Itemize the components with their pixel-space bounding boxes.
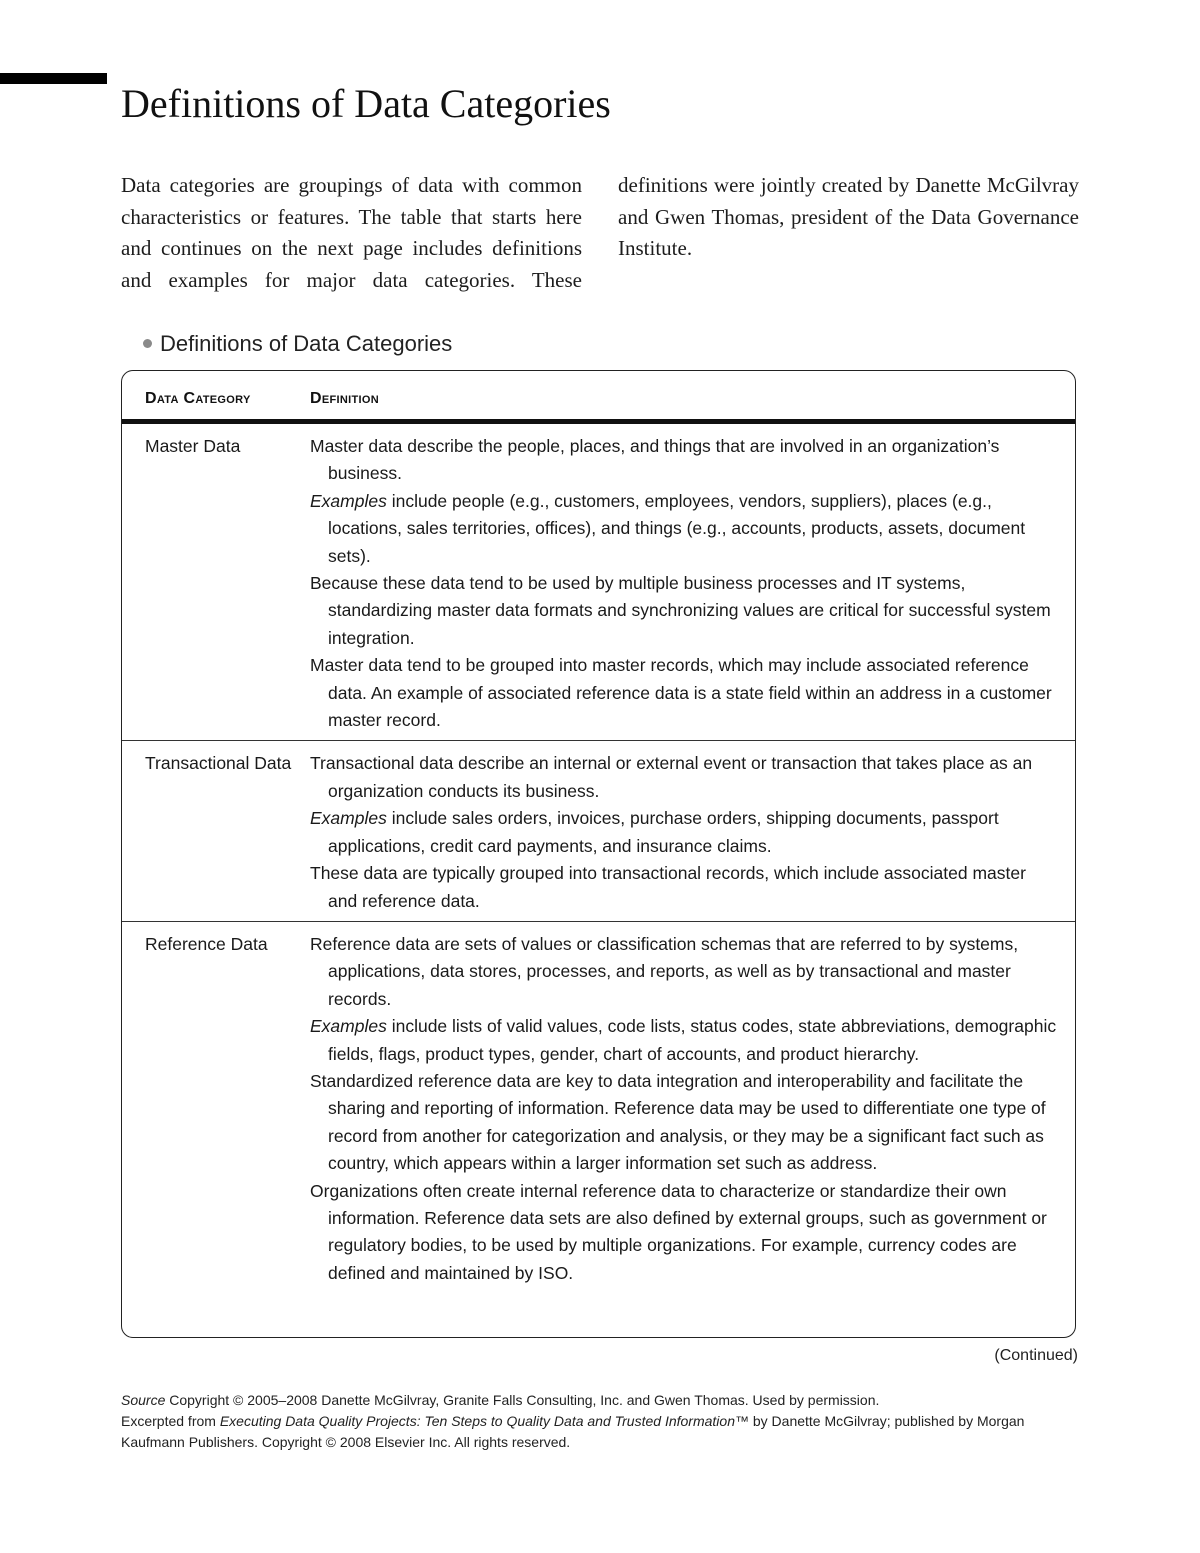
definition-text: include lists of valid values, code lists, status codes, state abbreviations, demographic fields, flags, product types, gender, chart of accounts, and product hierarchy. xyxy=(328,1016,1057,1064)
definition-paragraph xyxy=(310,570,1057,652)
examples-label: Examples xyxy=(310,808,387,829)
category-cell: Master Data xyxy=(145,436,241,456)
definition-text: include sales orders, invoices, purchase orders, shipping documents, passport applications, credit card payments, and insurance claims. xyxy=(328,808,999,856)
definition-text: Because these data tend to be used by multiple business processes and IT systems, standardizing master data formats and synchronizing values are critical for successful system integration. xyxy=(310,573,1051,648)
definition-text: Reference data are sets of values or classification schemas that are referred to by systems, applications, data stores, processes, and reports, as well as by transactional and master records. xyxy=(310,933,1019,1009)
header-data-category: Data Category xyxy=(145,390,251,407)
definition-paragraph xyxy=(310,433,1057,488)
excerpt-prefix: Excerpted from xyxy=(121,1413,220,1429)
definition-paragraph xyxy=(310,1178,1057,1288)
category-cell: Reference Data xyxy=(145,933,268,954)
page-title: Definitions of Data Categories xyxy=(121,81,611,126)
table-caption-text: Definitions of Data Categories xyxy=(160,331,453,356)
definition-text: Master data describe the people, places, and things that are involved in an organization’s business. xyxy=(310,436,1000,484)
source-label: Source xyxy=(121,1392,166,1408)
table-header xyxy=(122,371,1075,424)
table-caption xyxy=(143,331,452,357)
examples-label: Examples xyxy=(310,490,387,511)
source-note xyxy=(121,1390,1081,1453)
definition-paragraph xyxy=(310,931,1057,1013)
bullet-icon xyxy=(143,339,152,348)
category-cell: Transactional Data xyxy=(145,753,292,774)
definition-paragraph xyxy=(310,805,1057,860)
header-definition: Definition xyxy=(310,390,379,407)
book-title: Executing Data Quality Projects: Ten Steps to Quality Data and Trusted Information™ xyxy=(219,1413,749,1429)
table-row xyxy=(122,922,1075,1293)
definition-paragraph xyxy=(310,488,1057,570)
definition-cell xyxy=(310,922,1075,1293)
intro-paragraph: Data categories are groupings of data with common characteristics or features. The table that starts here and continues on the next page includes definitions and examples for major data categories. These definitions were jointly created by Danette McGilvray and Gwen Thomas, president of the Data Governance Institute. xyxy=(121,173,1079,292)
table-row xyxy=(122,741,1075,921)
decorative-top-bar xyxy=(0,73,107,84)
excerpt-suffix: by Danette McGilvray; published by Morgan Kaufmann Publishers. Copyright © 2008 Elsevier Inc. All rights reserved. xyxy=(121,1413,1025,1450)
excerpt-line xyxy=(121,1411,1081,1453)
definition-cell xyxy=(310,741,1075,920)
definition-text: These data are typically grouped into transactional records, which include associated master and reference data. xyxy=(310,863,1026,911)
definition-paragraph xyxy=(310,860,1057,915)
definition-paragraph xyxy=(310,750,1057,805)
table-body xyxy=(122,424,1075,1293)
continued-note: (Continued) xyxy=(994,1347,1078,1364)
definition-text: Organizations often create internal reference data to characterize or standardize their own information. Reference data sets are also defined by external groups, such as government or regulatory bodies, to be used by multiple organizations. For example, currency codes are defined and maintained by ISO. xyxy=(310,1180,1047,1283)
definitions-table xyxy=(121,370,1076,1338)
definition-paragraph xyxy=(310,1068,1057,1178)
definition-text: Master data tend to be grouped into master records, which may include associated reference data. An example of associated reference data is a state field within an address in a customer master record. xyxy=(310,655,1052,731)
definition-text: Transactional data describe an internal or external event or transaction that takes place as an organization conducts its business. xyxy=(310,753,1033,801)
definition-text: Standardized reference data are key to data integration and interoperability and facilitate the sharing and reporting of information. Reference data may be used to differentiate one type of record from another for categorization and analysis, or they may be a significant fact such as country, which appears within a larger information set such as address. xyxy=(310,1070,1046,1174)
definition-text: include people (e.g., customers, employees, vendors, suppliers), places (e.g., locations, sales territories, offices), and things (e.g., accounts, products, assets, document sets). xyxy=(328,490,1026,566)
source-copyright: Copyright © 2005–2008 Danette McGilvray, Granite Falls Consulting, Inc. and Gwen Thomas. Used by permission. xyxy=(165,1392,880,1408)
definition-paragraph xyxy=(310,652,1057,734)
source-line xyxy=(121,1390,1081,1411)
definition-paragraph xyxy=(310,1013,1057,1068)
table-row xyxy=(122,424,1075,741)
definition-cell xyxy=(310,424,1075,740)
examples-label: Examples xyxy=(310,1016,387,1037)
